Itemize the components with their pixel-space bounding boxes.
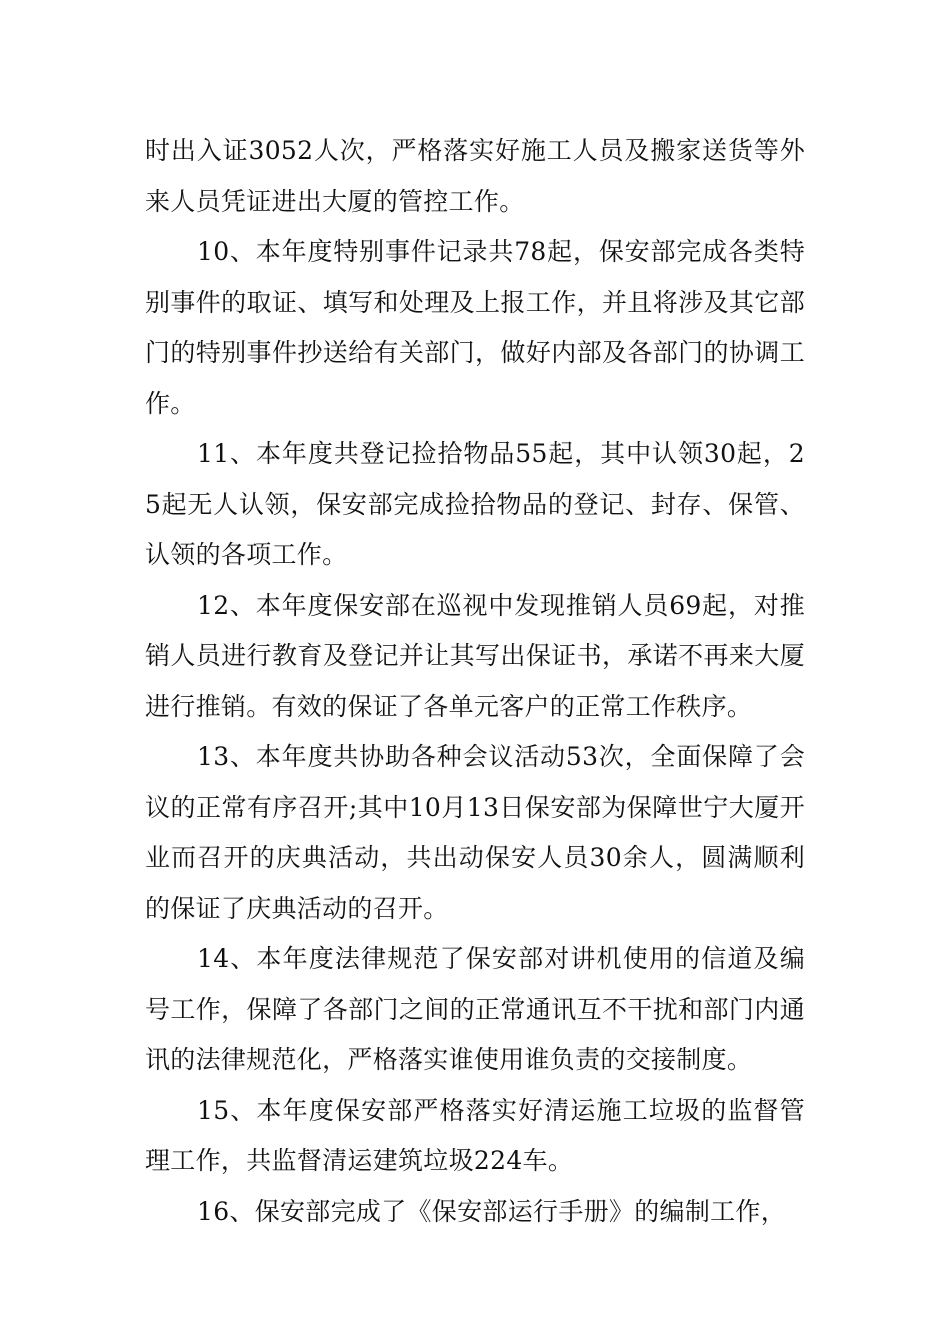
paragraph-continuation: 时出入证3052人次，严格落实好施工人员及搬家送货等外来人员凭证进出大厦的管控工作。 (145, 136, 805, 216)
paragraph-item-15: 15、本年度保安部严格落实好清运施工垃圾的监督管理工作，共监督清运建筑垃圾224车。 (145, 1095, 805, 1175)
paragraph-item-13: 13、本年度共协助各种会议活动53次，全面保障了会议的正常有序召开;其中10月13日保安部为保障世宁大厦开业而召开的庆典活动，共出动保安人员30余人，圆满顺利的保证了庆典活动的召开。 (145, 742, 805, 923)
paragraph-item-16: 16、保安部完成了《保安部运行手册》的编制工作， (197, 1196, 787, 1226)
paragraph-item-10: 10、本年度特别事件记录共78起，保安部完成各类特别事件的取证、填写和处理及上报工作，并且将涉及其它部门的特别事件抄送给有关部门，做好内部及各部门的协调工作。 (145, 237, 805, 418)
paragraph-item-12: 12、本年度保安部在巡视中发现推销人员69起，对推销人员进行教育及登记并让其写出保证书，承诺不再来大厦进行推销。有效的保证了各单元客户的正常工作秩序。 (145, 590, 805, 721)
paragraph-item-14: 14、本年度法律规范了保安部对讲机使用的信道及编号工作，保障了各部门之间的正常通讯互不干扰和部门内通讯的法律规范化，严格落实谁使用谁负责的交接制度。 (145, 944, 805, 1074)
paragraph-item-11: 11、本年度共登记捡拾物品55起，其中认领30起，25起无人认领，保安部完成捡拾物品的登记、封存、保管、认领的各项工作。 (145, 439, 805, 569)
document-body (145, 126, 805, 1237)
